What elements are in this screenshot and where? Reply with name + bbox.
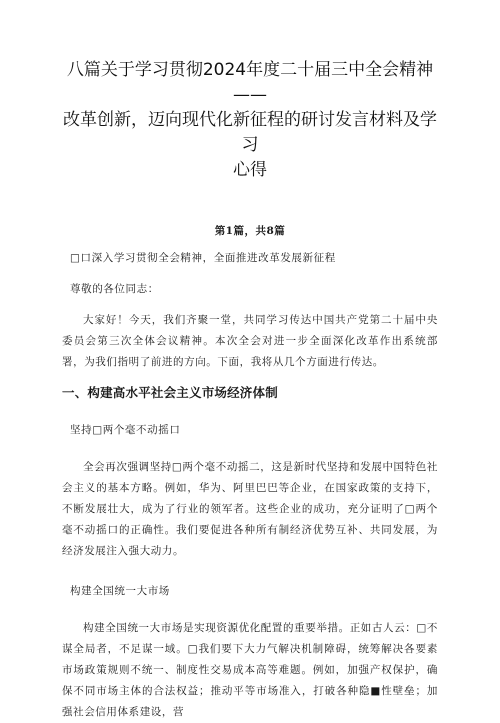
page-indicator: 第1篇，共8篇	[214, 225, 286, 237]
title-line-2: 改革创新，迈向现代化新征程的研讨发言材料及学习	[63, 110, 437, 155]
subheading-2: 构建全国统一大市场	[70, 584, 170, 597]
title-line-1: 八篇关于学习贯彻2024年度二十届三中全会精神——	[66, 60, 434, 105]
subsection-2-paragraph: 构建全国统一大市场是实现资源优化配置的重要举措。正如古人云：□不谋全局者，不足谋一域。□我们要下大力气解决机制障碍，统筹解决各要素市场政策规则不统一、制度性交易成本高等难题。例如，加强产权保护，确保不同市场主体的合法权益；推动平等市场准入，打破各种隐■性壁垒；加强社会信用体系建设，营	[62, 622, 438, 718]
subsection-1-paragraph: 全会再次强调坚持□两个毫不动摇二，这是新时代坚持和发展中国特色社会主义的基本方略。例如，华为、阿里巴巴等企业，在国家政策的支持下，不断发展壮大，成为了行业的领军者。这些企业的成功，充分证明了□两个毫不动摇口的正确性。我们要促进各种所有制经济优势互补、共同发展，为经济发展注入强大动力。	[62, 461, 438, 557]
salutation: 尊敬的各位同志：	[70, 283, 159, 295]
main-heading: □口深入学习贯彻全会精神，全面推进改革发展新征程	[70, 252, 336, 264]
intro-paragraph: 大家好！今天，我们齐聚一堂，共同学习传达中国共产党第二十届中央委员会第三次全体会议精神。本次全会对进一步全面深化改革作出系统部署，为我们指明了前进的方向。下面，我将从几个方面进行传达。	[62, 314, 438, 368]
section-1-heading: 一、构建高水平社会主义市场经济体制	[62, 385, 278, 400]
document-title	[62, 58, 438, 183]
title-line-3: 心得	[233, 160, 267, 180]
subheading-1: 坚持□两个毫不动摇口	[70, 423, 181, 436]
